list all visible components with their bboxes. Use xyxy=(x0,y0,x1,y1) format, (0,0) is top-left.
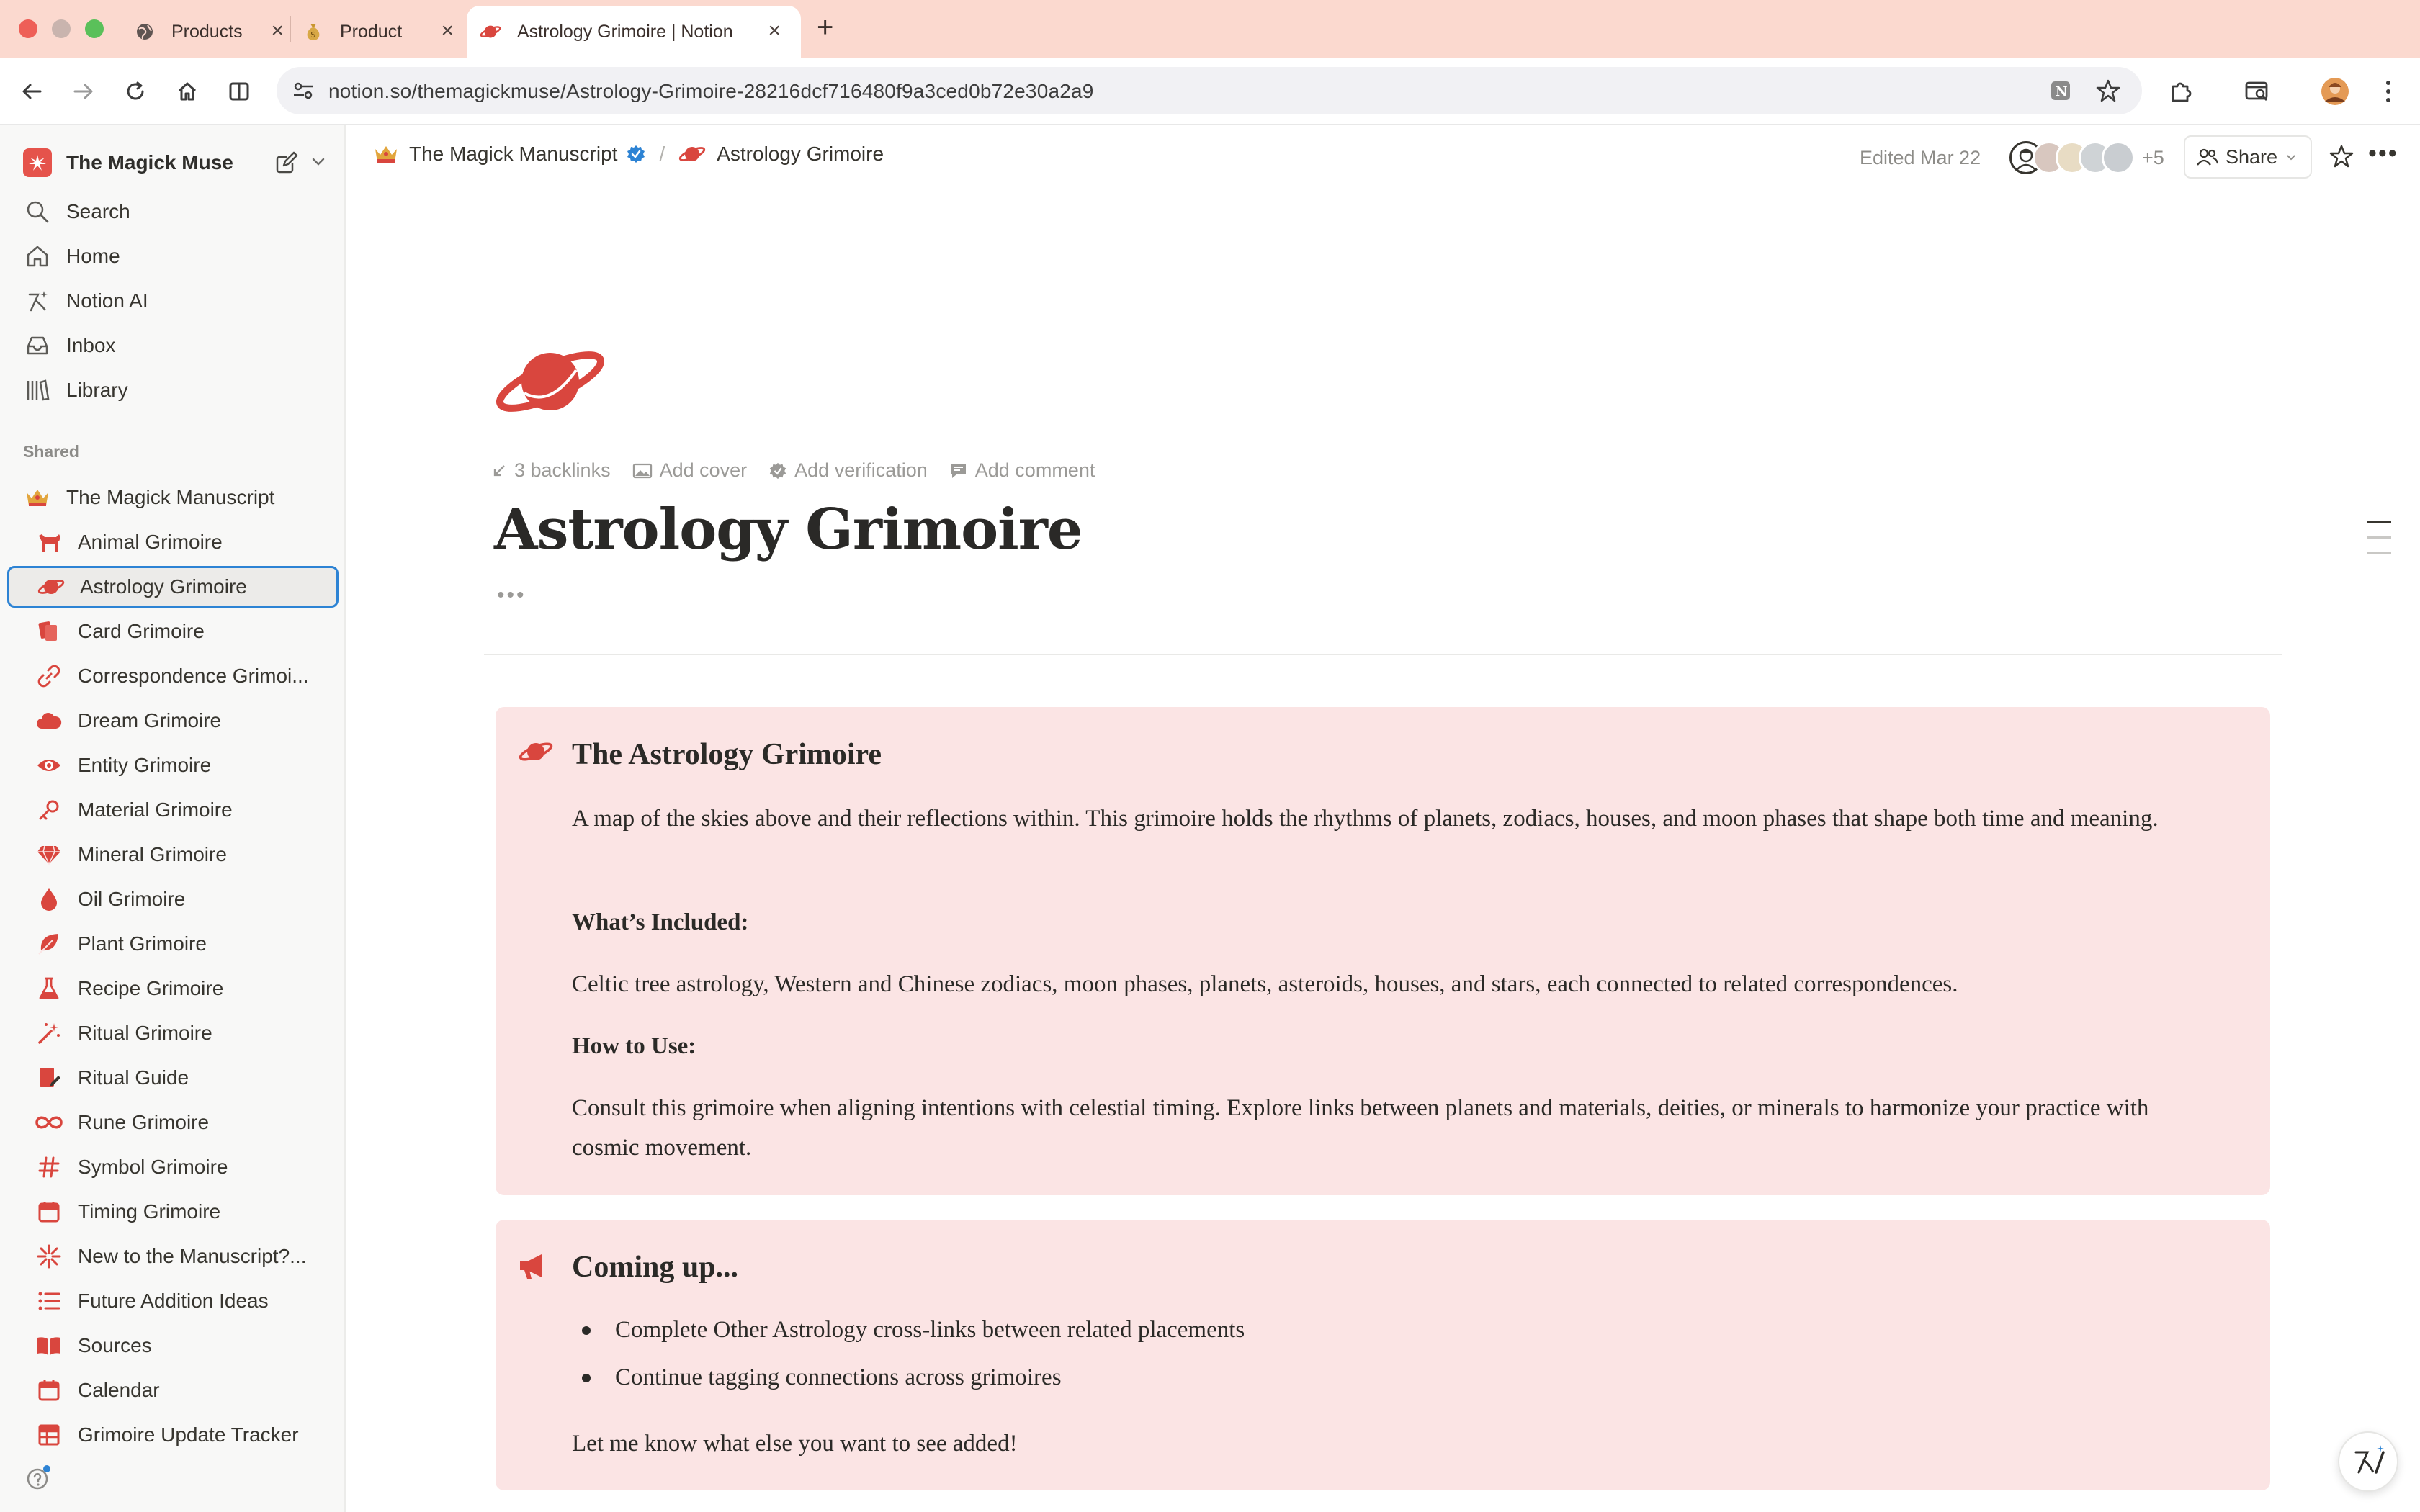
browser-tab-bar xyxy=(0,0,2420,58)
browser-tab-astrology-grimoire[interactable] xyxy=(467,6,801,58)
megaphone-icon xyxy=(517,1251,549,1284)
forward-button[interactable] xyxy=(68,76,99,107)
included-label: What’s Included: xyxy=(572,909,749,935)
profile-avatar[interactable] xyxy=(2319,76,2351,107)
home-icon xyxy=(23,242,52,271)
list-icon xyxy=(35,1287,63,1315)
list-item: Complete Other Astrology cross-links between related placements xyxy=(572,1312,1245,1359)
gem-icon xyxy=(35,840,63,869)
help-icon[interactable] xyxy=(26,1464,52,1494)
sidebar-item-ritual-guide[interactable] xyxy=(35,1057,337,1099)
key-icon xyxy=(35,796,63,824)
sidebar-item-symbol-grimoire[interactable] xyxy=(35,1146,337,1188)
sidebar-item-card-grimoire[interactable] xyxy=(35,611,337,652)
add-cover-button[interactable] xyxy=(632,459,748,482)
sidebar-item-label: Search xyxy=(66,200,130,222)
crown-icon xyxy=(23,483,52,512)
planet-icon xyxy=(517,737,555,770)
sidebar-item-label: Home xyxy=(66,245,120,267)
planet-icon xyxy=(37,572,66,601)
verified-badge-icon xyxy=(626,144,646,164)
planet-icon xyxy=(480,21,501,42)
sidebar-item-ritual-grimoire[interactable] xyxy=(35,1012,337,1054)
address-bar[interactable] xyxy=(277,67,2142,114)
dog-icon xyxy=(35,528,63,557)
wand-icon xyxy=(35,1019,63,1048)
money-bag-icon xyxy=(302,21,324,42)
open-book-icon xyxy=(35,1331,63,1360)
sidebar-item-calendar[interactable] xyxy=(35,1369,337,1411)
share-button[interactable] xyxy=(2184,135,2312,179)
avatar[interactable] xyxy=(2102,141,2135,174)
cloud-icon xyxy=(35,706,63,735)
sidebar-item-label: The Magick Manuscript xyxy=(66,486,275,508)
toc-line xyxy=(2367,552,2391,554)
eye-icon xyxy=(35,751,63,780)
table-icon xyxy=(35,1421,63,1449)
breadcrumb-current[interactable]: Astrology Grimoire xyxy=(717,143,884,165)
sidebar-item-label: Mineral Grimoire xyxy=(78,843,227,865)
image-icon xyxy=(632,462,653,480)
more-options-icon[interactable]: ••• xyxy=(2368,140,2398,167)
people-icon xyxy=(2197,148,2218,166)
callout-coming-up xyxy=(496,1220,2270,1490)
crown-icon xyxy=(373,143,399,165)
reload-button[interactable] xyxy=(120,76,151,107)
sidebar-item-recipe-grimoire[interactable] xyxy=(35,968,337,1009)
minimize-window-button[interactable] xyxy=(52,19,71,38)
search-icon xyxy=(23,197,52,226)
share-label: Share xyxy=(2226,145,2278,168)
sidebar-item-label: Material Grimoire xyxy=(78,798,233,821)
chevron-down-icon xyxy=(2285,150,2298,163)
browser-tab-product[interactable] xyxy=(302,6,461,58)
how-to-use-label: How to Use: xyxy=(572,1033,696,1059)
sidebar-item-correspondence-grimoire[interactable] xyxy=(35,655,337,697)
sidebar-item-search[interactable] xyxy=(23,192,333,232)
toc-line xyxy=(2367,521,2391,523)
url-text: notion.so/themagickmuse/Astrology-Grimoire-28216dcf716480f9a3ced0b72e30a2a9 xyxy=(328,80,1094,102)
sidebar-item-label: Entity Grimoire xyxy=(78,754,212,776)
sidebar-item-dream-grimoire[interactable] xyxy=(35,700,337,742)
sidebar-item-oil-grimoire[interactable] xyxy=(35,878,337,920)
sidebar-item-label: Calendar xyxy=(78,1379,160,1401)
tab-label: Products xyxy=(171,21,243,42)
split-view-button[interactable] xyxy=(223,76,255,107)
arrow-down-left-icon xyxy=(491,463,507,479)
shared-section-label: Shared xyxy=(23,442,79,461)
tab-label: Product xyxy=(340,21,403,42)
inbox-icon xyxy=(23,331,52,360)
divider xyxy=(484,654,2282,655)
sidebar-item-label: New to the Manuscript?... xyxy=(78,1245,307,1267)
sidebar-item-label: Timing Grimoire xyxy=(78,1200,221,1223)
sidebar xyxy=(0,125,346,1512)
sidebar-item-grimoire-update-tracker[interactable] xyxy=(35,1414,337,1456)
close-tab-icon[interactable]: × xyxy=(271,19,284,42)
svg-text:N: N xyxy=(2056,84,2068,99)
add-cover-label: Add cover xyxy=(659,459,748,481)
close-window-button[interactable] xyxy=(19,19,37,38)
sidebar-item-label: Dream Grimoire xyxy=(78,709,222,732)
new-tab-button[interactable]: + xyxy=(817,12,834,43)
sidebar-item-home[interactable] xyxy=(23,236,333,276)
sidebar-item-label: Oil Grimoire xyxy=(78,888,186,910)
sparkle-icon xyxy=(35,1242,63,1271)
browser-toolbar xyxy=(0,58,2420,125)
sidebar-item-astrology-grimoire[interactable] xyxy=(7,566,339,608)
sidebar-item-rune-grimoire[interactable] xyxy=(35,1102,337,1143)
book-edit-icon xyxy=(35,1063,63,1092)
tab-search-icon[interactable] xyxy=(2241,76,2273,107)
sidebar-item-label: Sources xyxy=(78,1334,152,1356)
sidebar-item-label: Ritual Guide xyxy=(78,1066,189,1089)
sidebar-item-label: Ritual Grimoire xyxy=(78,1022,212,1044)
sidebar-item-label: Library xyxy=(66,379,128,401)
callout-intro-text: A map of the skies above and their reflections within. This grimoire holds the rhythms of planets, zodiacs, houses, and moon phases that shape both time and meaning. xyxy=(572,806,2159,832)
comment-icon xyxy=(949,462,968,480)
hash-icon xyxy=(35,1153,63,1182)
page-actions xyxy=(491,459,1116,482)
new-page-icon[interactable] xyxy=(274,150,300,179)
page-title[interactable]: Astrology Grimoire xyxy=(494,497,1083,562)
back-button[interactable] xyxy=(16,76,48,107)
sidebar-item-library[interactable] xyxy=(23,370,333,410)
sidebar-item-label: Astrology Grimoire xyxy=(80,575,247,598)
home-button[interactable] xyxy=(171,76,203,107)
calendar-icon xyxy=(35,1376,63,1405)
add-comment-button[interactable] xyxy=(949,459,1095,482)
sidebar-item-label: Plant Grimoire xyxy=(78,932,207,955)
globe-icon xyxy=(134,21,156,42)
sidebar-item-sources[interactable] xyxy=(35,1325,337,1367)
sidebar-item-label: Future Addition Ideas xyxy=(78,1290,269,1312)
page-icon-planet[interactable] xyxy=(493,338,608,428)
calendar-icon xyxy=(35,1197,63,1226)
included-text: Celtic tree astrology, Western and Chinese zodiacs, moon phases, planets, asteroids, houses, and stars, each connected to related correspondences. xyxy=(572,971,1958,997)
tab-separator xyxy=(290,16,291,42)
sidebar-item-label: Rune Grimoire xyxy=(78,1111,210,1133)
page-topbar xyxy=(347,125,2420,190)
callout-heading: Coming up... xyxy=(572,1251,739,1284)
backlinks-label: 3 backlinks xyxy=(514,459,611,481)
extensions-icon[interactable] xyxy=(2165,76,2197,107)
notion-extension-icon[interactable] xyxy=(2050,80,2071,105)
sidebar-item-label: Correspondence Grimoi... xyxy=(78,665,309,687)
sidebar-item-label: Card Grimoire xyxy=(78,620,205,642)
library-icon xyxy=(23,376,52,405)
how-to-use-text: Consult this grimoire when aligning intentions with celestial timing. Explore links between planets and materials, deities, or minerals to harmonize your practice with cosmic movement. xyxy=(572,1095,2149,1161)
browser-tab-products[interactable] xyxy=(134,6,292,58)
breadcrumb-separator: / xyxy=(659,143,666,165)
sidebar-item-plant-grimoire[interactable] xyxy=(35,923,337,965)
callout-astrology-grimoire xyxy=(496,707,2270,1195)
notion-ai-floating-button[interactable] xyxy=(2338,1431,2398,1492)
close-tab-icon[interactable]: × xyxy=(441,19,454,42)
callout-footer-text: Let me know what else you want to see added! xyxy=(572,1431,1018,1457)
sidebar-item-label: Recipe Grimoire xyxy=(78,977,224,999)
sidebar-item-animal-grimoire[interactable] xyxy=(35,521,337,563)
favorite-star-icon[interactable] xyxy=(2329,144,2354,172)
extra-viewers-count[interactable]: +5 xyxy=(2142,147,2164,168)
sidebar-item-mineral-grimoire[interactable] xyxy=(35,834,337,876)
callout-heading: The Astrology Grimoire xyxy=(572,738,882,771)
chevron-down-icon[interactable] xyxy=(310,153,327,174)
toc-line xyxy=(2367,536,2391,539)
list-item: Continue tagging connections across grimoires xyxy=(572,1359,1245,1407)
sidebar-item-new-to-the-manuscript[interactable] xyxy=(35,1236,337,1277)
viewer-avatars[interactable] xyxy=(2009,141,2135,174)
coming-up-list xyxy=(572,1312,1245,1407)
cards-icon xyxy=(35,617,63,646)
sidebar-item-inbox[interactable] xyxy=(23,325,333,366)
add-comment-label: Add comment xyxy=(974,459,1095,481)
sidebar-item-label: Grimoire Update Tracker xyxy=(78,1423,299,1446)
flask-icon xyxy=(35,974,63,1003)
sidebar-item-notion-ai[interactable] xyxy=(23,281,333,321)
table-of-contents-indicator[interactable] xyxy=(2367,521,2391,567)
workspace-logo xyxy=(23,148,52,177)
breadcrumb-parent[interactable]: The Magick Manuscript xyxy=(409,143,618,165)
leaf-icon xyxy=(35,930,63,958)
verified-icon xyxy=(768,462,787,480)
add-verification-button[interactable] xyxy=(768,459,928,482)
sidebar-item-entity-grimoire[interactable] xyxy=(35,744,337,786)
browser-menu-icon[interactable] xyxy=(2372,76,2404,107)
maximize-window-button[interactable] xyxy=(85,19,104,38)
sidebar-item-the-magick-manuscript[interactable] xyxy=(23,477,326,518)
bookmark-star-icon[interactable] xyxy=(2096,78,2120,107)
notion-ai-icon xyxy=(23,287,52,315)
svg-text:$: $ xyxy=(310,30,316,40)
edited-timestamp: Edited Mar 22 xyxy=(1860,147,1981,168)
workspace-name: The Magick Muse xyxy=(66,151,233,174)
sidebar-item-label: Animal Grimoire xyxy=(78,531,223,553)
link-icon xyxy=(35,662,63,690)
sidebar-item-label: Notion AI xyxy=(66,289,148,312)
site-settings-icon[interactable] xyxy=(292,81,314,104)
backlinks-button[interactable] xyxy=(491,459,611,482)
sidebar-item-label: Inbox xyxy=(66,334,116,356)
drop-icon xyxy=(35,885,63,914)
page-properties-more-icon[interactable]: ••• xyxy=(497,583,526,607)
workspace-switcher[interactable] xyxy=(23,143,333,183)
close-tab-icon[interactable]: × xyxy=(768,19,781,42)
infinity-icon xyxy=(35,1108,63,1137)
sidebar-item-future-addition-ideas[interactable] xyxy=(35,1280,337,1322)
sidebar-item-label: Symbol Grimoire xyxy=(78,1156,228,1178)
add-verification-label: Add verification xyxy=(794,459,928,481)
sidebar-item-timing-grimoire[interactable] xyxy=(35,1191,337,1233)
breadcrumb xyxy=(373,143,884,166)
planet-icon xyxy=(678,143,707,165)
tab-label: Astrology Grimoire | Notion xyxy=(517,21,733,42)
sidebar-item-material-grimoire[interactable] xyxy=(35,789,337,831)
